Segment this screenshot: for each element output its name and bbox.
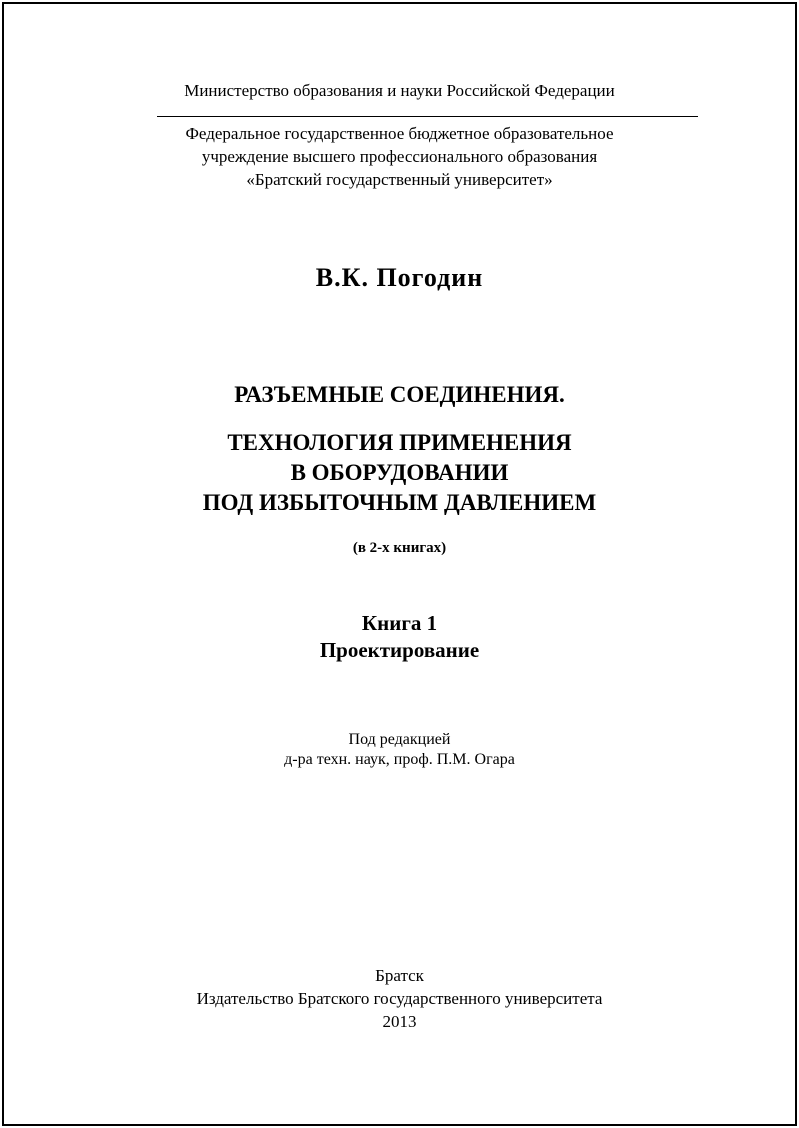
book-title-line-2: ТЕХНОЛОГИЯ ПРИМЕНЕНИЯ bbox=[227, 430, 572, 455]
imprint-year: 2013 bbox=[382, 1012, 417, 1031]
book-title-line-1: РАЗЪЕМНЫЕ СОЕДИНЕНИЯ. bbox=[234, 382, 565, 407]
volumes-note: (в 2-х книгах) bbox=[352, 540, 447, 556]
book-number-block bbox=[0, 610, 799, 664]
institution-line-2: учреждение высшего профессионального образования bbox=[201, 147, 598, 166]
institution-line-1: Федеральное государственное бюджетное образовательное bbox=[185, 124, 614, 143]
editor-line-2: д-ра техн. наук, проф. П.М. Огара bbox=[284, 751, 515, 768]
institution-line-3: «Братский государственный университет» bbox=[246, 170, 553, 189]
book-title-line-4: ПОД ИЗБЫТОЧНЫМ ДАВЛЕНИЕМ bbox=[202, 490, 597, 515]
separator-rule bbox=[157, 116, 698, 117]
book-title-line-3: В ОБОРУДОВАНИИ bbox=[290, 460, 509, 485]
imprint-block bbox=[0, 964, 799, 1033]
author-name: В.К. Погодин bbox=[315, 263, 484, 292]
institution-block bbox=[0, 122, 799, 191]
imprint-publisher: Издательство Братского государственного университета bbox=[196, 989, 603, 1008]
editor-block bbox=[0, 730, 799, 770]
ministry-line: Министерство образования и науки Российской Федерации bbox=[184, 81, 615, 100]
book-number: Книга 1 bbox=[361, 611, 438, 635]
imprint-city: Братск bbox=[375, 966, 424, 985]
book-subtitle: Проектирование bbox=[319, 638, 480, 662]
book-title-subblock bbox=[0, 428, 799, 518]
editor-line-1: Под редакцией bbox=[348, 731, 451, 748]
